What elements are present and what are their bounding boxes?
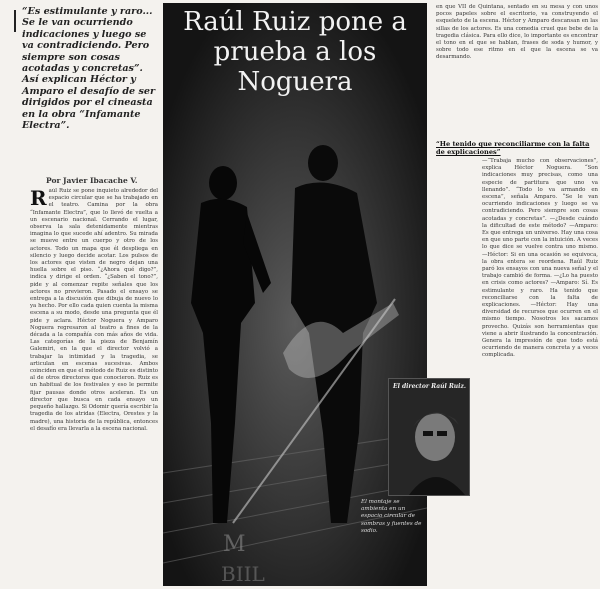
left-body-text: aúl Ruiz se pone inquieto alrededor del espacio circular que se ha trabajado en el teatro. Camina por la obra “Infamante Electra”, que lo llevó de vuelta a un escenario nacional. Cerrando el lugar, observa la sala detenidamente mientras imagina lo que sucede ahí adentro. Su mirada se mueve entre un cuerpo y otro de los actores. Todo un mapa que él despliega en silencio y luego decide acotar. Los pulsos de los actores que visten de negro dejan una huella sobre el piso. “¿Ahora qué digo?”, indica y dirige el orden. “¿Saben el tono?”, pide y al comenzar repite señales que los actores no previeron. Pasado el ensayo se entrega a la discusión que dibuja de nuevo lo ya hecho. Por ello cada quien cuenta la misma escena a su modo, desde una pregunta que él pide y aclara. Héctor Noguera y Amparo Noguera regresaron al teatro a fines de la década a la compañía con más años de vida. Las categorías de la pieza de Benjamín Galemiri, en la que el director volvió a trabajar la intimidad y la tragedia, se articulan en escenas sucesivas. Ambos coinciden en que el método de Ruiz es distinto al de otros directores que conocieron. Ruiz es un habitual de los festivales y eso le permite fijar pausas donde otros aceleran. Es un director que busca en cada ensayo un pequeño hallazgo. Si Odomir quería escribir la tragedia de los atridas (Electra, Orestes y la madre), una historia de la república, entonces el desafío era llevarla a la escena nacional. (30, 188, 158, 432)
left-column (0, 0, 160, 589)
right-top-body: en que VII de Quintana, sentado en su mesa y con unos pocos papeles sobre el escritorio, va construyendo el esqueleto de la escena. Héctor y Amparo descansan en las sillas de los actores. Es una comedia cruel que bebe de la tragedia clásica. Para ello dice, lo importante es encontrar el tono en el que se hablan, frases de soda y humor, y sobre todo ese ritmo en el que la escena se va desarmando. (436, 4, 598, 61)
pull-quote: “Es estimulante y raro... Se le van ocurriendo indicaciones y luego se va contradiciendo. Pero siempre son cosas acotadas y concretas”. Así explican Héctor y Amparo el desafío de ser dirigidos por el cineasta en la obra “Infamante Electra”. (22, 6, 158, 131)
headline: Raúl Ruiz pone a prueba a los Noguera (183, 7, 407, 97)
photo-caption: El montaje se ambienta en un espacio circular de sombras y fuentes de sodio. (361, 499, 422, 534)
svg-text:BIIL: BIIL (221, 562, 265, 586)
interview-subhead: “He tenido que reconciliarme con la falta de explicaciones” (436, 140, 590, 156)
right-body-text: —“Trabaja mucho con observaciones”, explica Héctor Noguera. “Son indicaciones muy precisas, como una especie de partitura que uno va llenando”. “Todo lo va armando en escena”, señala Amparo. “Se le van ocurriendo indicaciones y luego se va contradiciendo. Pero siempre son cosas acotadas y concretas”. —¿Desde cuándo la dificultad de este método? —Amparo: Es que entrega un universo. Hay una cosa en que uno parte con la intuición. A veces lo que dice se vuelve contra uno mismo. —Héctor: Si en una ocasión se equivoca, la obra entera se reordena. Raúl Ruiz paró los ensayos con una nueva señal y el trabajo cambió de forma. —¿Lo ha puesto en crisis como actores? —Amparo: Sí. Es estimulante y raro. Ha tenido que reconciliarse con la falta de explicaciones. —Héctor: Hay una diversidad de recursos que ocurren en el mismo tiempo. Nosotros les sacamos provecho. Quizás son herramientas que viene a abrir ilustrando la concentración. Genera la impresión de que todo está ocurriendo de manera concreta y a veces complicada. (482, 158, 598, 359)
byline: Por Javier Ibacache V. (46, 176, 138, 185)
portrait-graphic (389, 379, 469, 495)
main-photo (163, 3, 427, 586)
svg-text:M: M (223, 532, 246, 557)
right-column (430, 0, 598, 589)
drop-cap: R (30, 188, 47, 210)
inset-portrait (388, 378, 470, 496)
right-article-body (436, 158, 598, 588)
left-article-body (30, 188, 158, 586)
inset-caption: El director Raúl Ruiz. (393, 383, 466, 390)
